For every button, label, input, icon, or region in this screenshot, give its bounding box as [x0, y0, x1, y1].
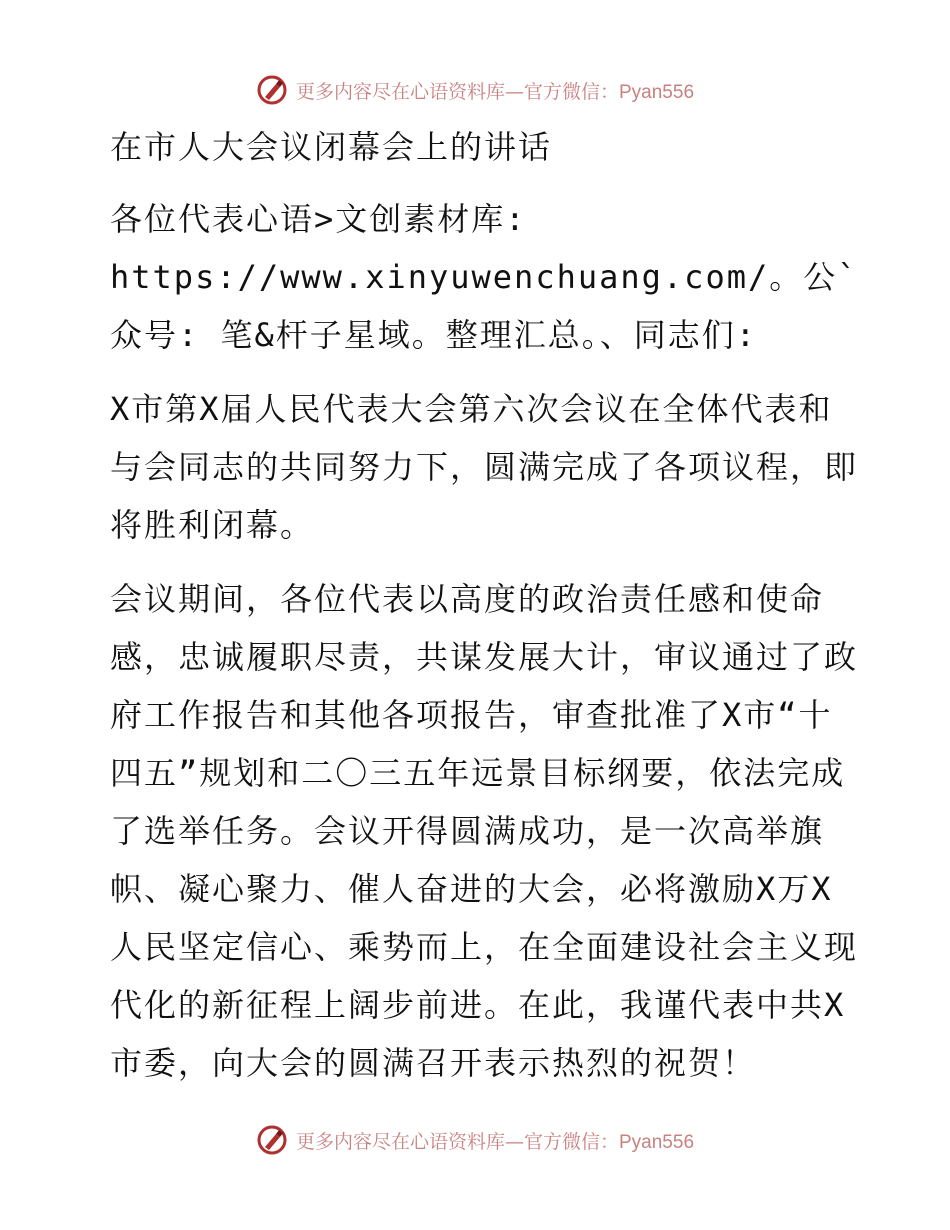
pen-logo-icon [256, 1124, 288, 1156]
watermark-text: 更多内容尽在心语资料库—官方微信：Pyan556 [295, 1130, 695, 1153]
watermark-text: 更多内容尽在心语资料库—官方微信：Pyan556 [295, 80, 695, 103]
document-title: 在市人大会议闭幕会上的讲话 [110, 128, 553, 166]
paragraph-session-summary: 会议期间，各位代表以高度的政治责任感和使命感，忠诚履职尽责，共谋发展大计，审议通过了政府工作报告和其他各项报告，审查批准了X市“十四五”规划和二〇三五年远景目标纲要，依法完成了选举任务。会议开得圆满成功，是一次高举旗帜、凝心聚力、催人奋进的大会，必将激励X万X人民坚定信心、乘势而上，在全面建设社会主义现代化的新征程上阔步前进。在此，我谨代表中共X市委，向大会的圆满召开表示热烈的祝贺！ [110, 580, 859, 1082]
watermark-banner-top [0, 70, 950, 110]
paragraph-salutation: 各位代表心语>文创素材库: https://www.xinyuwenchuang.com/。公`众号: 笔&杆子星域。整理汇总。、同志们: [110, 200, 859, 354]
watermark-banner-bottom [0, 1120, 950, 1160]
pen-logo-icon [256, 74, 288, 106]
paragraph-opening: X市第X届人民代表大会第六次会议在全体代表和与会同志的共同努力下，圆满完成了各项议程，即将胜利闭幕。 [110, 390, 859, 544]
document-body [100, 118, 860, 1108]
